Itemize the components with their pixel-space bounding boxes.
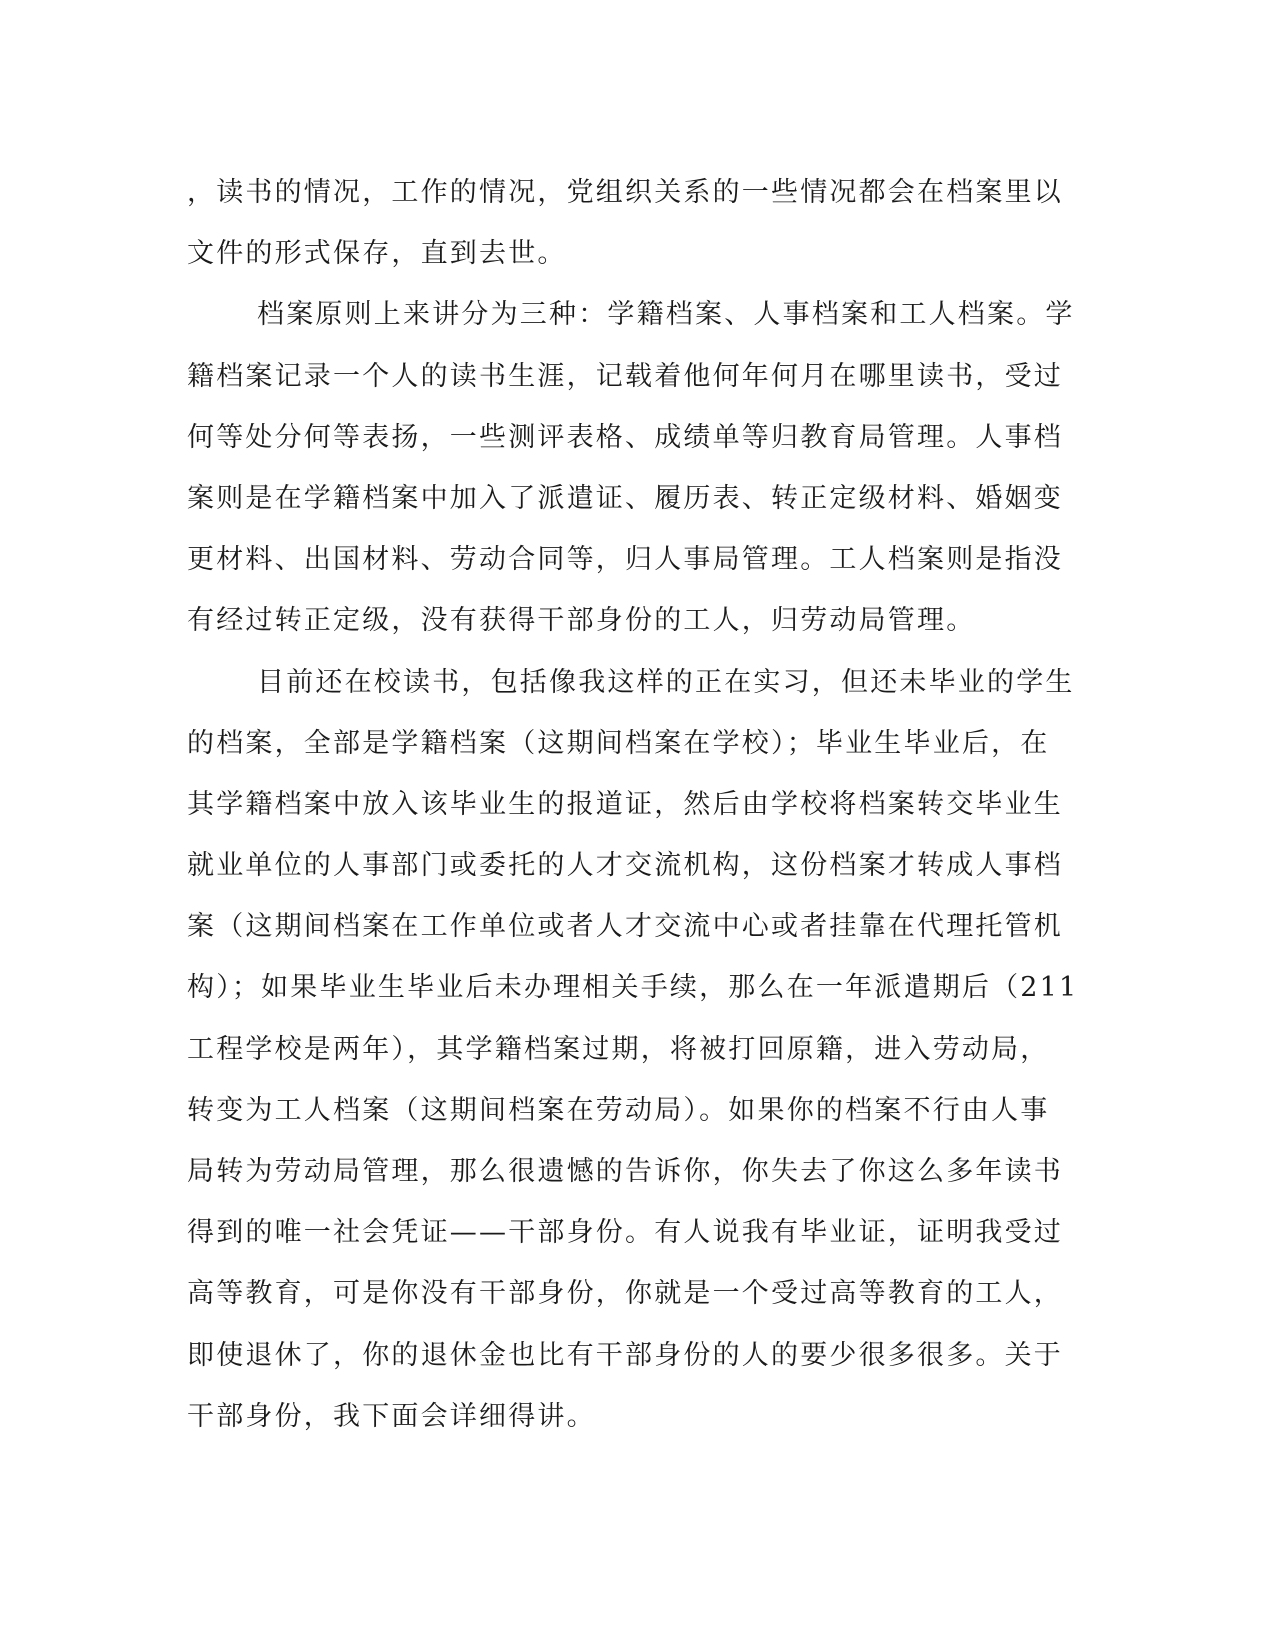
text-line: 工程学校是两年），其学籍档案过期，将被打回原籍，进入劳动局， (187, 1033, 1050, 1065)
paragraph-first-line: 目前还在校读书，包括像我这样的正在实习，但还未毕业的学生 (257, 666, 1075, 698)
text-line: 有经过转正定级，没有获得干部身份的工人，归劳动局管理。 (187, 605, 976, 637)
text-line: 高等教育，可是你没有干部身份，你就是一个受过高等教育的工人， (187, 1278, 1063, 1310)
text-line: 局转为劳动局管理，那么很遗憾的告诉你，你失去了你这么多年读书 (187, 1156, 1063, 1187)
text-line: 的档案，全部是学籍档案（这期间档案在学校）；毕业生毕业后，在 (187, 727, 1050, 759)
text-line: 得到的唯一社会凭证——干部身份。有人说我有毕业证，证明我受过 (187, 1217, 1063, 1249)
text-line: 构）；如果毕业生毕业后未办理相关手续，那么在一年派遣期后（211 (187, 972, 1079, 1004)
paragraph-first-line: 档案原则上来讲分为三种：学籍档案、人事档案和工人档案。学 (257, 299, 1075, 331)
document-body (187, 162, 1079, 1447)
text-line: 籍档案记录一个人的读书生涯，记载着他何年何月在哪里读书，受过 (187, 360, 1063, 392)
text-line: 就业单位的人事部门或委托的人才交流机构，这份档案才转成人事档 (187, 850, 1063, 882)
text-line: 干部身份，我下面会详细得讲。 (187, 1400, 596, 1432)
text-line: 文件的形式保存，直到去世。 (187, 238, 567, 270)
text-line: 案（这期间档案在工作单位或者人才交流中心或者挂靠在代理托管机 (187, 911, 1063, 943)
text-line: 即使退休了，你的退休金也比有干部身份的人的要少很多很多。关于 (187, 1339, 1063, 1371)
text-line: 何等处分何等表扬，一些测评表格、成绩单等归教育局管理。人事档 (187, 421, 1063, 453)
text-line: 其学籍档案中放入该毕业生的报道证，然后由学校将档案转交毕业生 (187, 788, 1063, 820)
text-line: 更材料、出国材料、劳动合同等，归人事局管理。工人档案则是指没 (187, 544, 1063, 576)
text-line: ，读书的情况，工作的情况，党组织关系的一些情况都会在档案里以 (187, 177, 1063, 208)
text-line: 案则是在学籍档案中加入了派遣证、履历表、转正定级材料、婚姻变 (187, 482, 1063, 514)
text-line: 转变为工人档案（这期间档案在劳动局）。如果你的档案不行由人事 (187, 1094, 1050, 1126)
